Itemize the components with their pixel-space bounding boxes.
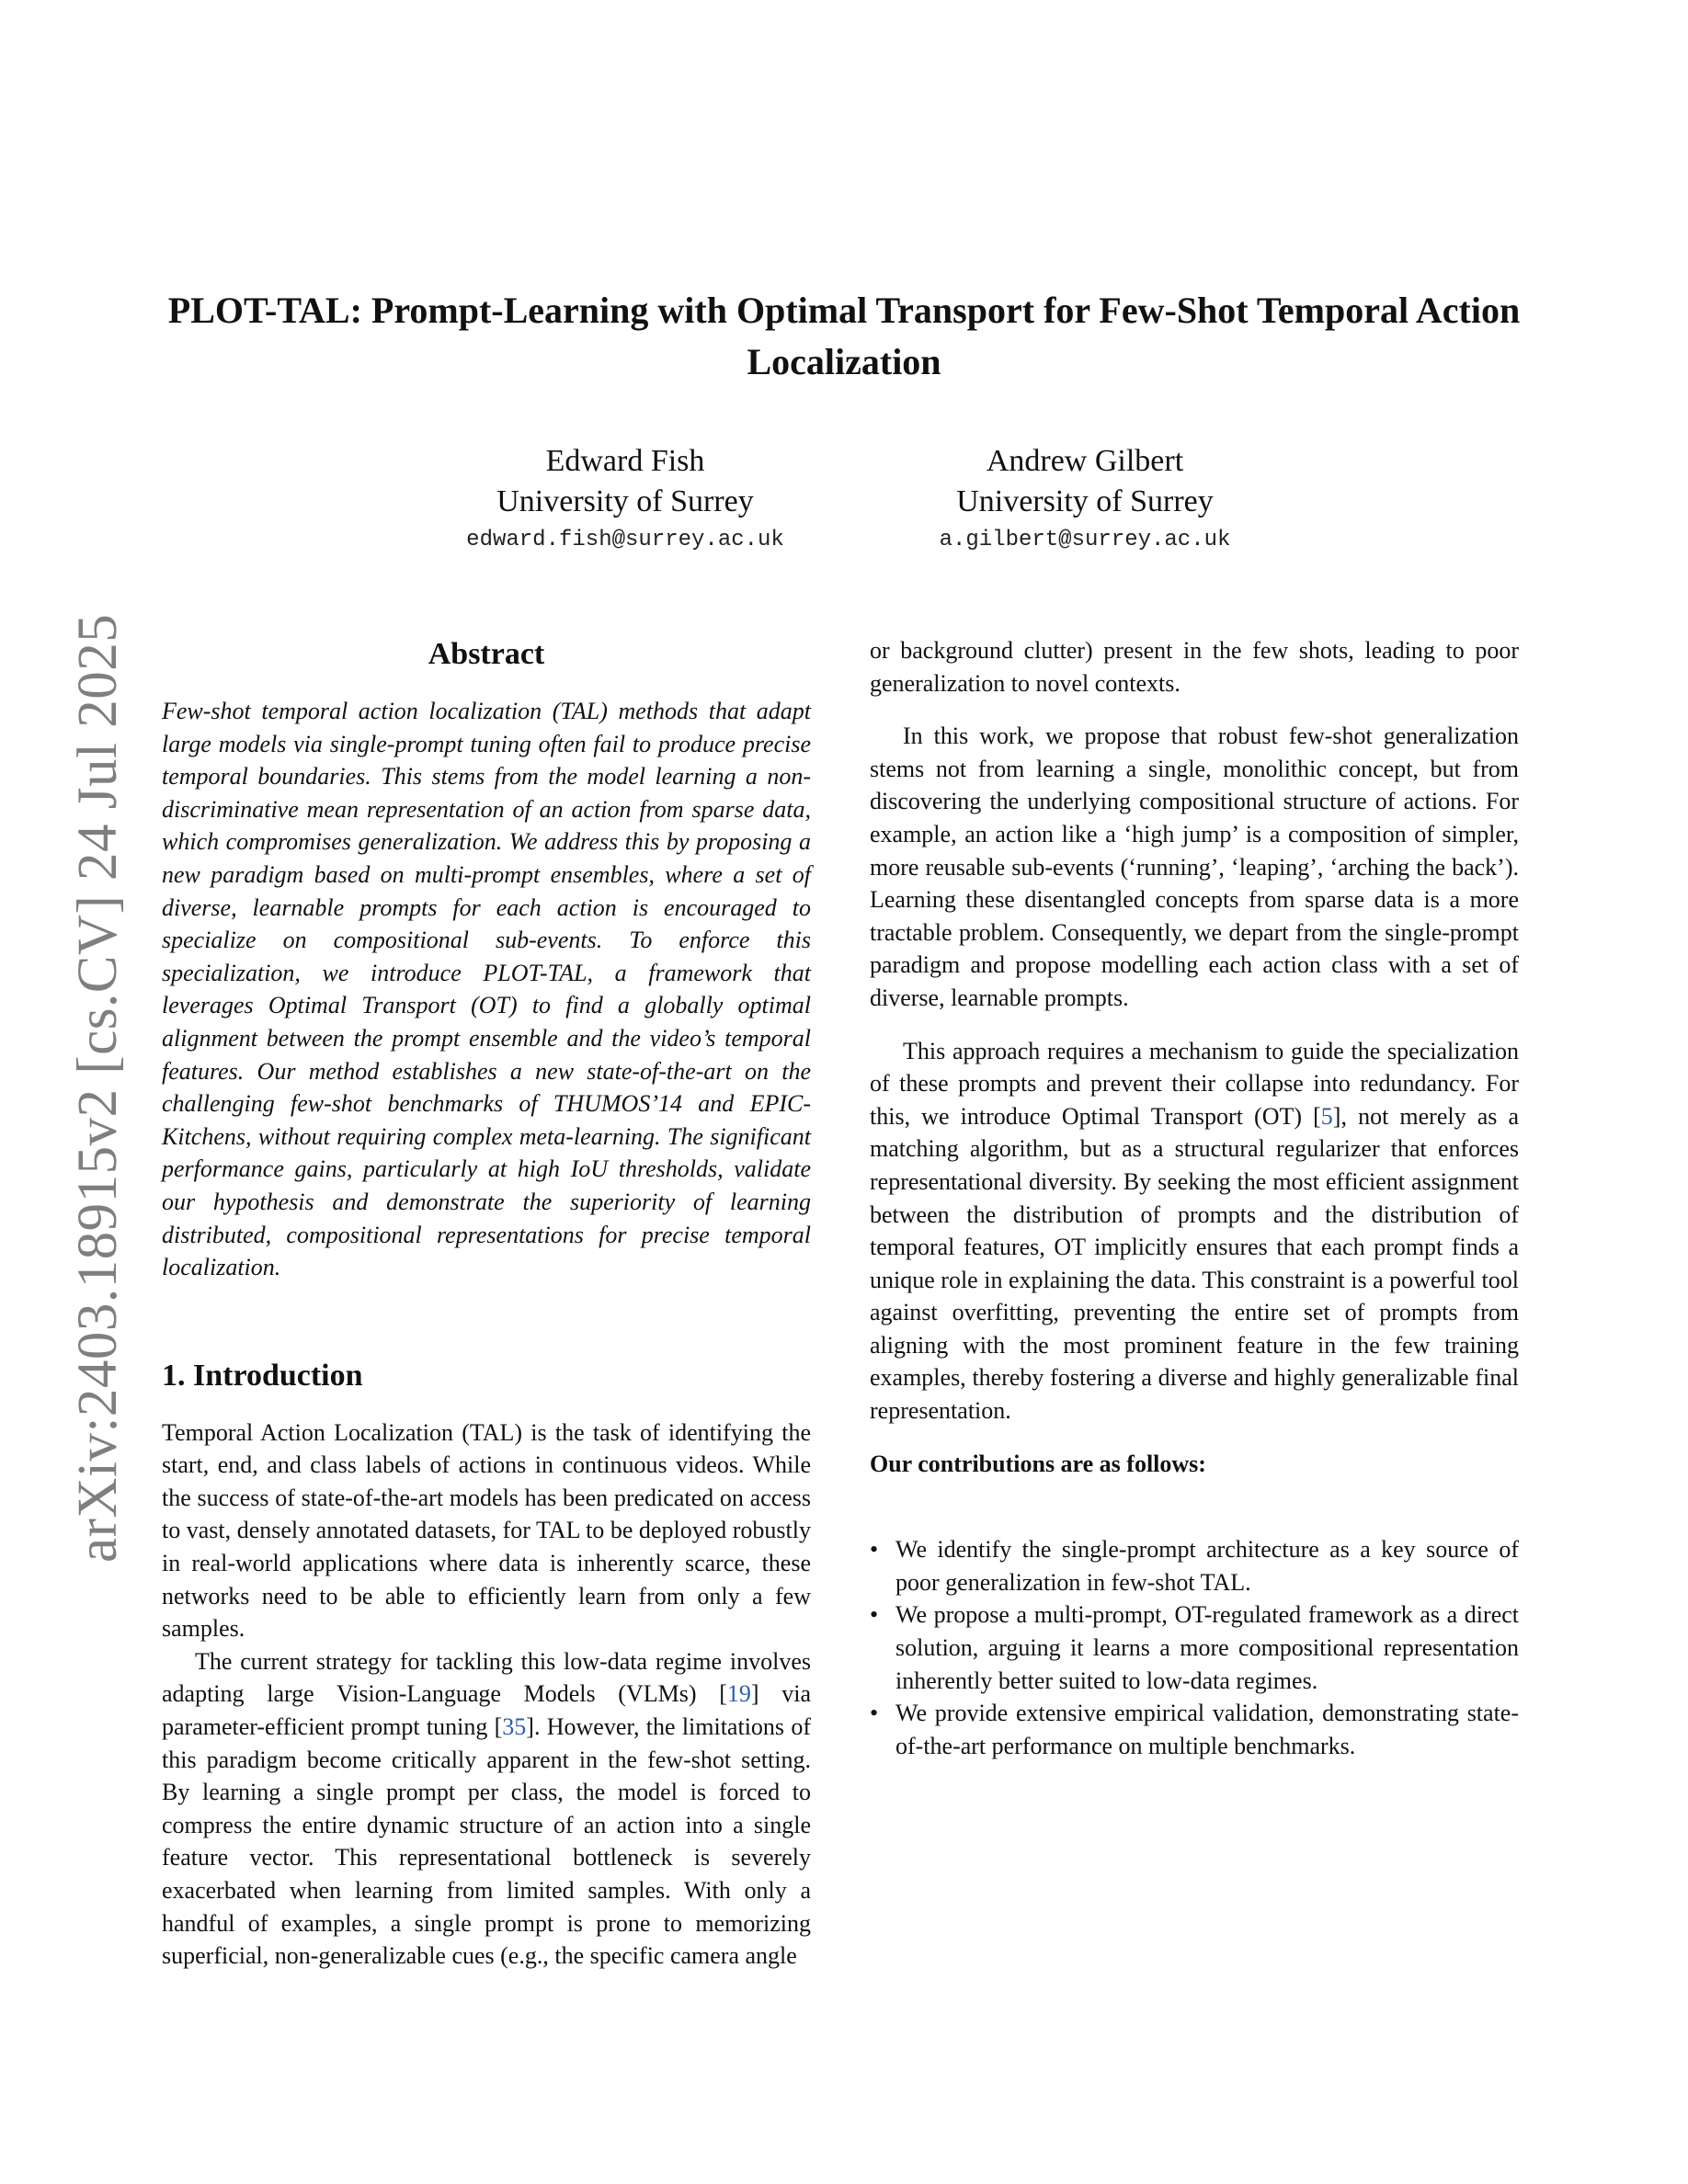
citation-link[interactable]: 35 — [502, 1713, 527, 1741]
paper-title: PLOT-TAL: Prompt-Learning with Optimal Transport for Few-Shot Temporal Action Localization — [167, 290, 1521, 382]
bullet: • — [870, 1700, 879, 1727]
author-name: Andrew Gilbert — [986, 444, 1184, 478]
intro-p2-text-b: ] via parameter-efficient prompt tuning [ — [162, 1680, 811, 1741]
contribution-text: We propose a multi-prompt, OT-regulated framework as a direct solution, arguing it learns a more compositional representation inherently better suited to low-data regimes. — [895, 1601, 1519, 1694]
intro-paragraph-4 — [870, 1035, 1519, 1428]
bullet: • — [870, 1536, 879, 1564]
list-item — [870, 1533, 1519, 1598]
bullet: • — [870, 1601, 879, 1629]
introduction-heading: 1. Introduction — [162, 1358, 363, 1393]
arxiv-identifier: arXiv:2403.18915v2 [cs.CV] 24 Jul 2025 — [67, 613, 129, 1563]
list-item — [870, 1697, 1519, 1762]
intro-p4-text-b: ], not merely as a matching algorithm, but as a structural regularizer that enforces representational diversity. By seeking the most efficient assignment between the distribution of prompts and the distribution of temporal features, OT implicitly ensures that each prompt finds a unique role in explaining the data. This constraint is a powerful tool against overfitting, preventing the entire set of prompts from aligning with the most prominent feature in the few training examples, thereby fostering a diverse and highly generalizable final representation. — [870, 1102, 1520, 1425]
author-email: edward.fish@surrey.ac.uk — [466, 528, 784, 552]
intro-paragraph-3: In this work, we propose that robust few-shot generalization stems not from learning a single, monolithic concept, but from discovering the underlying compositional structure of actions. For example, an action like a ‘high jump’ is a composition of simpler, more reusable sub-events (‘running’, ‘leaping’, ‘arching the back’). Learning these disentangled concepts from sparse data is a more tractable problem. Consequently, we depart from the single-prompt paradigm and propose modelling each action class with a set of diverse, learnable prompts. — [870, 722, 1519, 1011]
author-email: a.gilbert@surrey.ac.uk — [939, 528, 1231, 552]
abstract-heading: Abstract — [428, 637, 545, 671]
left-column — [162, 634, 811, 1973]
author-edward-fish — [386, 441, 864, 559]
contributions-heading: Our contributions are as follows: — [870, 1450, 1206, 1477]
contribution-text: We provide extensive empirical validation, demonstrating state-of-the-art performance on multiple benchmarks. — [895, 1700, 1519, 1759]
author-affiliation: University of Surrey — [956, 484, 1214, 518]
author-affiliation: University of Surrey — [496, 484, 754, 518]
intro-paragraph-2-continued: or background clutter) present in the few shots, leading to poor generalization to novel contexts. — [870, 637, 1519, 697]
intro-p2-text-a: The current strategy for tackling this low-data regime involves adapting large Vision-Language Models (VLMs) [ — [162, 1647, 811, 1708]
intro-paragraph-1: Temporal Action Localization (TAL) is the task of identifying the start, end, and class labels of actions in continuous videos. While the success of state-of-the-art models has been predicated on access to vast, densely annotated datasets, for TAL to be deployed robustly in real-world applications where data is inherently scarce, these networks need to be able to efficiently learn from only a few samples. — [162, 1418, 811, 1643]
abstract-text: Few-shot temporal action localization (TAL) methods that adapt large models via single-prompt tuning often fail to produce precise temporal boundaries. This stems from the model learning a non-discriminative mean representation of an action from sparse data, which compromises generalization. We address this by proposing a new paradigm based on multi-prompt ensembles, where a set of diverse, learnable prompts for each action is encouraged to specialize on compositional sub-events. To enforce this specialization, we introduce PLOT-TAL, a framework that leverages Optimal Transport (OT) to find a globally optimal alignment between the prompt ensemble and the video’s temporal features. Our method establishes a new state-of-the-art on the challenging few-shot benchmarks of THUMOS’14 and EPIC-Kitchens, without requiring complex meta-learning. The significant performance gains, particularly at high IoU thresholds, validate our hypothesis and demonstrate the superiority of learning distributed, compositional representations for precise temporal localization. — [162, 698, 811, 1281]
list-item — [870, 1598, 1519, 1697]
intro-p4-text-a: This approach requires a mechanism to guide the specialization of these prompts and prevent their collapse into redundancy. For this, we introduce Optimal Transport (OT) [ — [870, 1037, 1519, 1130]
citation-link[interactable]: 5 — [1320, 1102, 1333, 1130]
intro-paragraph-2 — [162, 1645, 811, 1973]
citation-link[interactable]: 19 — [726, 1680, 751, 1708]
intro-p2-text-c: ]. However, the limitations of this paradigm become critically apparent in the few-shot setting. By learning a single prompt per class, the model is forced to compress the entire dynamic structure of an action into a single feature vector. This representational bottleneck is severely exacerbated when learning from limited samples. With only a handful of examples, a single prompt is prone to memorizing superficial, non-generalizable cues (e.g., the specific camera angle — [162, 1713, 811, 1970]
right-column — [870, 634, 1519, 1762]
contributions-list — [870, 1533, 1519, 1762]
contribution-text: We identify the single-prompt architecture as a key source of poor generalization in few-shot TAL. — [895, 1536, 1519, 1596]
author-name: Edward Fish — [545, 444, 705, 478]
author-andrew-gilbert — [846, 441, 1324, 559]
